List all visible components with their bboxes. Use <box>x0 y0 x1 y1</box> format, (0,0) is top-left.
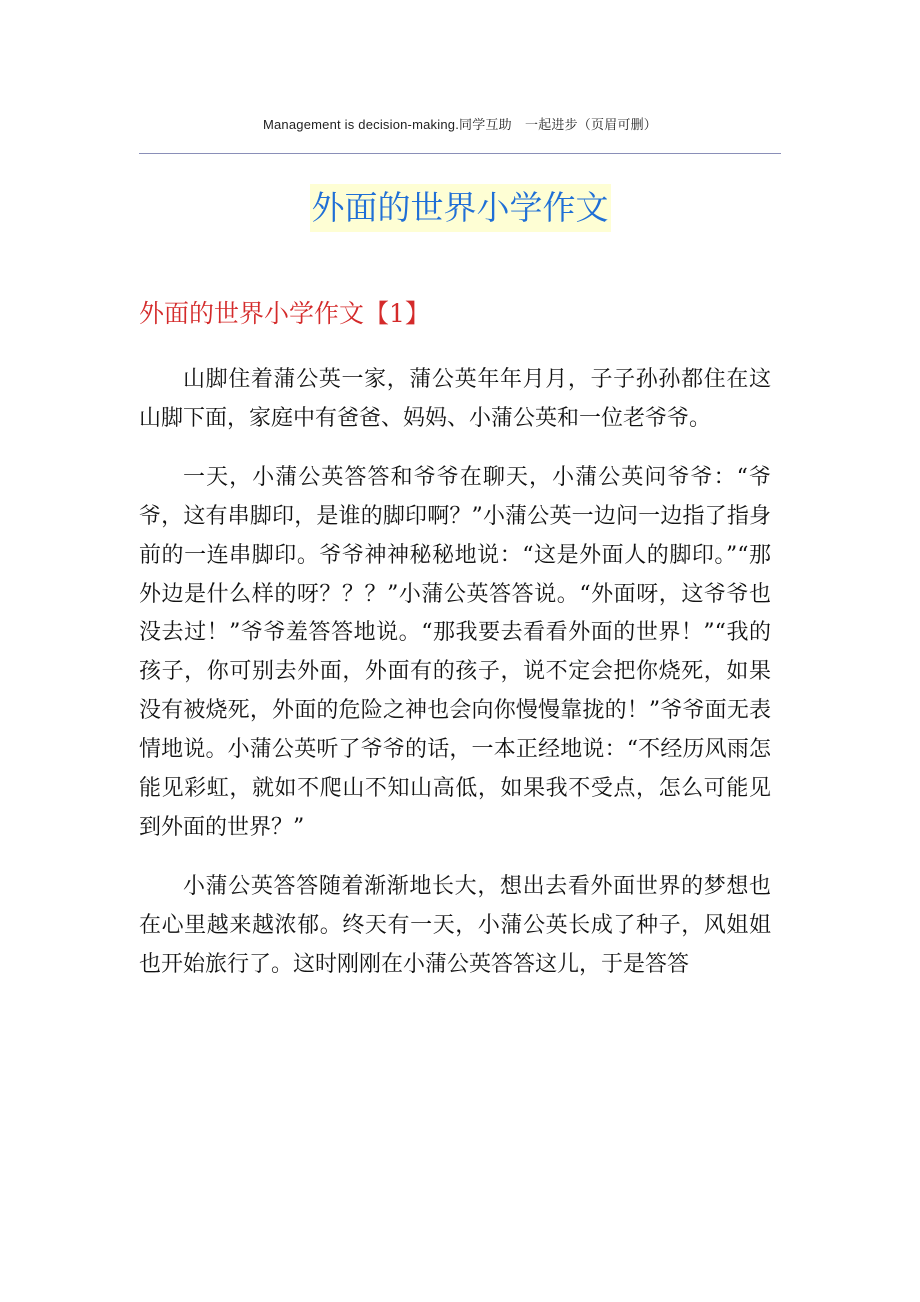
page-header: Management is decision-making.同学互助 一起进步（页眉可删） <box>262 117 658 132</box>
section-heading: 外面的世界小学作文【1】 <box>139 299 430 328</box>
document-title: 外面的世界小学作文 <box>310 184 611 232</box>
paragraph-3: 小蒲公英答答随着渐渐地长大，想出去看外面世界的梦想也在心里越来越浓郁。终天有一天，小蒲公英长成了种子，风姐姐也开始旅行了。这时刚刚在小蒲公英答答这儿，于是答答 <box>139 873 771 977</box>
paragraph-1: 山脚住着蒲公英一家，蒲公英年年月月，子子孙孙都住在这山脚下面，家庭中有爸爸、妈妈、小蒲公英和一位老爷爷。 <box>139 367 771 431</box>
header-divider <box>139 153 781 154</box>
title-container <box>0 184 920 232</box>
paragraph-2: 一天，小蒲公英答答和爷爷在聊天，小蒲公英问爷爷：“爷爷，这有串脚印，是谁的脚印啊？”小蒲公英一边问一边指了指身前的一连串脚印。爷爷神神秘秘地说：“这是外面人的脚印。”“那外边是什么样的呀？？？”小蒲公英答答说。“外面呀，这爷爷也没去过！”爷爷羞答答地说。“那我要去看看外面的世界！”“我的孩子，你可别去外面，外面有的孩子，说不定会把你烧死，如果没有被烧死，外面的危险之神也会向你慢慢靠拢的！”爷爷面无表情地说。小蒲公英听了爷爷的话，一本正经地说：“不经历风雨怎能见彩虹，就如不爬山不知山高低，如果我不受点，怎么可能见到外面的世界？” <box>139 464 771 840</box>
essay-body <box>139 361 771 1005</box>
